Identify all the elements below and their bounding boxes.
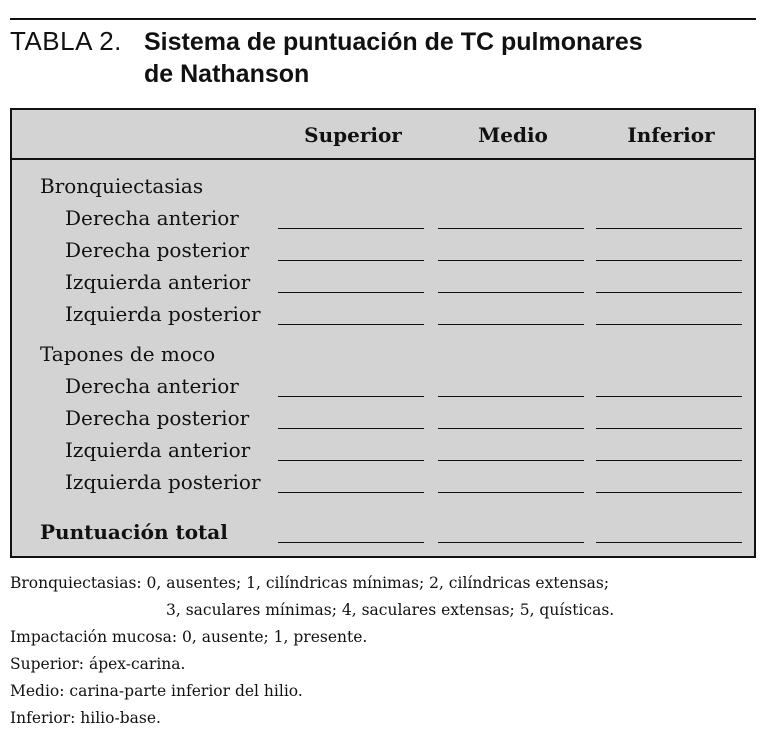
blank-superior [278, 542, 424, 543]
blank-inferior [596, 396, 742, 397]
top-rule [10, 18, 756, 20]
table-header-row [12, 110, 754, 158]
blank-medio [438, 324, 584, 325]
table-row [12, 202, 754, 234]
blank-inferior [596, 460, 742, 461]
row-label: Derecha anterior [65, 206, 239, 230]
table-row [12, 402, 754, 434]
blank-medio [438, 428, 584, 429]
total-label: Puntuación total [40, 520, 228, 544]
blank-superior [278, 396, 424, 397]
blank-superior [278, 460, 424, 461]
table-row [12, 298, 754, 330]
blank-medio [438, 460, 584, 461]
blank-superior [278, 492, 424, 493]
row-label: Izquierda posterior [65, 302, 261, 326]
blank-medio [438, 292, 584, 293]
table-footnotes [10, 570, 755, 732]
header-divider [12, 158, 754, 160]
group-heading-row [12, 170, 754, 202]
blank-superior [278, 228, 424, 229]
score-table [10, 108, 756, 558]
table-number-label: TABLA 2. [10, 26, 122, 56]
row-label: Izquierda anterior [65, 270, 251, 294]
footnote-inferior: Inferior: hilio-base. [10, 709, 161, 727]
group-heading-row [12, 338, 754, 370]
table-row [12, 266, 754, 298]
row-label: Derecha posterior [65, 406, 250, 430]
row-label: Izquierda anterior [65, 438, 251, 462]
blank-inferior [596, 428, 742, 429]
blank-superior [278, 292, 424, 293]
footnote-superior: Superior: ápex-carina. [10, 655, 186, 673]
total-row [12, 516, 754, 548]
blank-medio [438, 260, 584, 261]
blank-superior [278, 428, 424, 429]
column-header-superior: Superior [304, 123, 402, 147]
table-row [12, 370, 754, 402]
column-header-medio: Medio [478, 123, 548, 147]
row-label: Izquierda posterior [65, 470, 261, 494]
blank-superior [278, 324, 424, 325]
blank-medio [438, 396, 584, 397]
column-header-inferior: Inferior [627, 123, 715, 147]
footnote-bronquiectasias-cont: 3, saculares mínimas; 4, saculares extensas; 5, quísticas. [166, 601, 615, 619]
table-row [12, 234, 754, 266]
blank-medio [438, 228, 584, 229]
blank-inferior [596, 492, 742, 493]
blank-inferior [596, 324, 742, 325]
blank-medio [438, 542, 584, 543]
blank-medio [438, 492, 584, 493]
table-title [144, 26, 744, 90]
blank-superior [278, 260, 424, 261]
table-title-line-1: Sistema de puntuación de TC pulmonares [144, 28, 643, 56]
row-label: Derecha anterior [65, 374, 239, 398]
blank-inferior [596, 228, 742, 229]
blank-inferior [596, 292, 742, 293]
group-heading-tapones-de-moco: Tapones de moco [40, 342, 216, 366]
footnote-bronquiectasias: Bronquiectasias: 0, ausentes; 1, cilíndricas mínimas; 2, cilíndricas extensas; [10, 574, 610, 592]
table-row [12, 434, 754, 466]
table-title-line-2: de Nathanson [144, 60, 310, 88]
footnote-impactacion: Impactación mucosa: 0, ausente; 1, presente. [10, 628, 368, 646]
group-heading-bronquiectasias: Bronquiectasias [40, 174, 204, 198]
row-label: Derecha posterior [65, 238, 250, 262]
blank-inferior [596, 260, 742, 261]
footnote-medio: Medio: carina-parte inferior del hilio. [10, 682, 303, 700]
blank-inferior [596, 542, 742, 543]
table-row [12, 466, 754, 498]
